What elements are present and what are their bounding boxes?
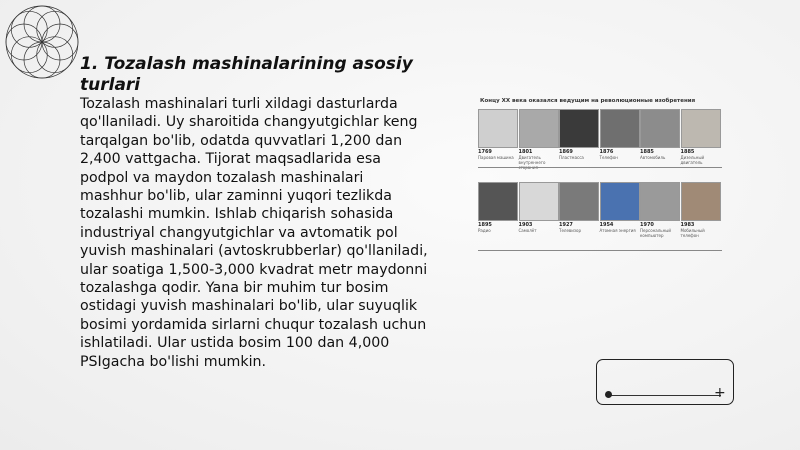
- figure-label: Персональный компьютер: [640, 228, 672, 238]
- figure-year: 1876: [599, 149, 614, 155]
- figure-photo: [600, 182, 640, 221]
- figure-label: Радио: [478, 228, 491, 233]
- figure-caption: Концу XX века оказался ведущим на революционные изобретения: [480, 98, 696, 104]
- figure-cell: [600, 109, 640, 167]
- figure-year: 1801: [518, 149, 533, 155]
- progress-track[interactable]: [609, 395, 721, 396]
- plus-icon[interactable]: +: [714, 385, 726, 401]
- figure-cell: [559, 182, 599, 240]
- figure-label: Автомобиль: [640, 155, 666, 160]
- figure-label: Дизельный двигатель: [680, 155, 705, 165]
- figure-photo: [478, 109, 518, 148]
- figure-year: 1769: [478, 149, 492, 155]
- figure-year: 1903: [518, 222, 533, 228]
- figure-photo: [478, 182, 518, 221]
- figure-label: Мобильный телефон: [680, 228, 705, 238]
- figure-cell: [519, 109, 559, 167]
- figure-cell: [519, 182, 559, 240]
- slide-body-text: Tozalash mashinalari turli xildagi dasturlarda qo'llaniladi. Uy sharoitida changyutgichlar keng tarqalgan bo'lib, odatda quvvatlari 1,200 dan 2,400 vattgacha. Tijorat maqsadlarida esa podpol va maydon tozalash mashinalari mashhur bo'lib, ular zaminni yuqori tezlikda tozalashi mumkin. Ishlab chiqarish sohasida industriyal changyutgichlar va avtomatik pol yuvish mashinalari (avtoskrubberlar) qo'llaniladi, ular soatiga 1,500-3,000 kvadrat metr maydonni tozalashga qodir. Yana bir muhim tur bosim ostidagi yuvish mashinalari bo'lib, ular suyuqlik bosimi yordamida sirlarni chuqur tozalash uchun ishlatiladi. Ular ustida bosim 100 dan 4,000 PSIgacha bo'lishi mumkin.: [80, 96, 428, 370]
- figure-year: 1970: [640, 222, 654, 228]
- figure-photo: [559, 109, 599, 148]
- figure-year: 1869: [559, 149, 573, 155]
- figure-photo: [681, 109, 721, 148]
- figure-label: Двигатель внутреннего: [518, 155, 546, 165]
- figure-cell: [559, 109, 599, 167]
- figure-label: Пластмасса: [559, 155, 584, 160]
- figure-year: 1895: [478, 222, 492, 228]
- media-player-control[interactable]: [596, 359, 734, 405]
- figure-cell: [478, 182, 518, 240]
- figure-row-2: [478, 182, 723, 240]
- figure-cell: [681, 182, 721, 240]
- timeline-arrow-line: [478, 167, 722, 168]
- rosette-ornament-icon: [4, 4, 80, 80]
- figure-photo: [519, 109, 559, 148]
- figure-year: 1885: [680, 149, 695, 155]
- figure-photo: [600, 109, 640, 148]
- figure-label: Атомная энергия: [599, 228, 636, 233]
- figure-cell: [640, 182, 680, 240]
- figure-photo: [640, 109, 680, 148]
- figure-year: 1885: [640, 149, 654, 155]
- figure-row-1: [478, 109, 723, 167]
- figure-cell: [478, 109, 518, 167]
- figure-label: Телефон: [599, 155, 618, 160]
- figure-photo: [559, 182, 599, 221]
- figure-photo: [681, 182, 721, 221]
- figure-photo: [640, 182, 680, 221]
- figure-label: Телевизор: [559, 228, 581, 233]
- inventions-timeline-image: [478, 98, 728, 258]
- figure-label: Самолёт: [518, 228, 537, 233]
- progress-handle[interactable]: [605, 391, 612, 398]
- figure-photo: [519, 182, 559, 221]
- figure-year: 1954: [599, 222, 614, 228]
- figure-cell: [640, 109, 680, 167]
- figure-year: 1927: [559, 222, 573, 228]
- figure-cell: [681, 109, 721, 167]
- figure-cell: [600, 182, 640, 240]
- timeline-arrow-line: [478, 250, 722, 251]
- figure-label: Паровая машина: [478, 155, 514, 160]
- slide-title: 1. Tozalash mashinalarining asosiy turlari: [80, 54, 413, 95]
- figure-year: 1983: [680, 222, 695, 228]
